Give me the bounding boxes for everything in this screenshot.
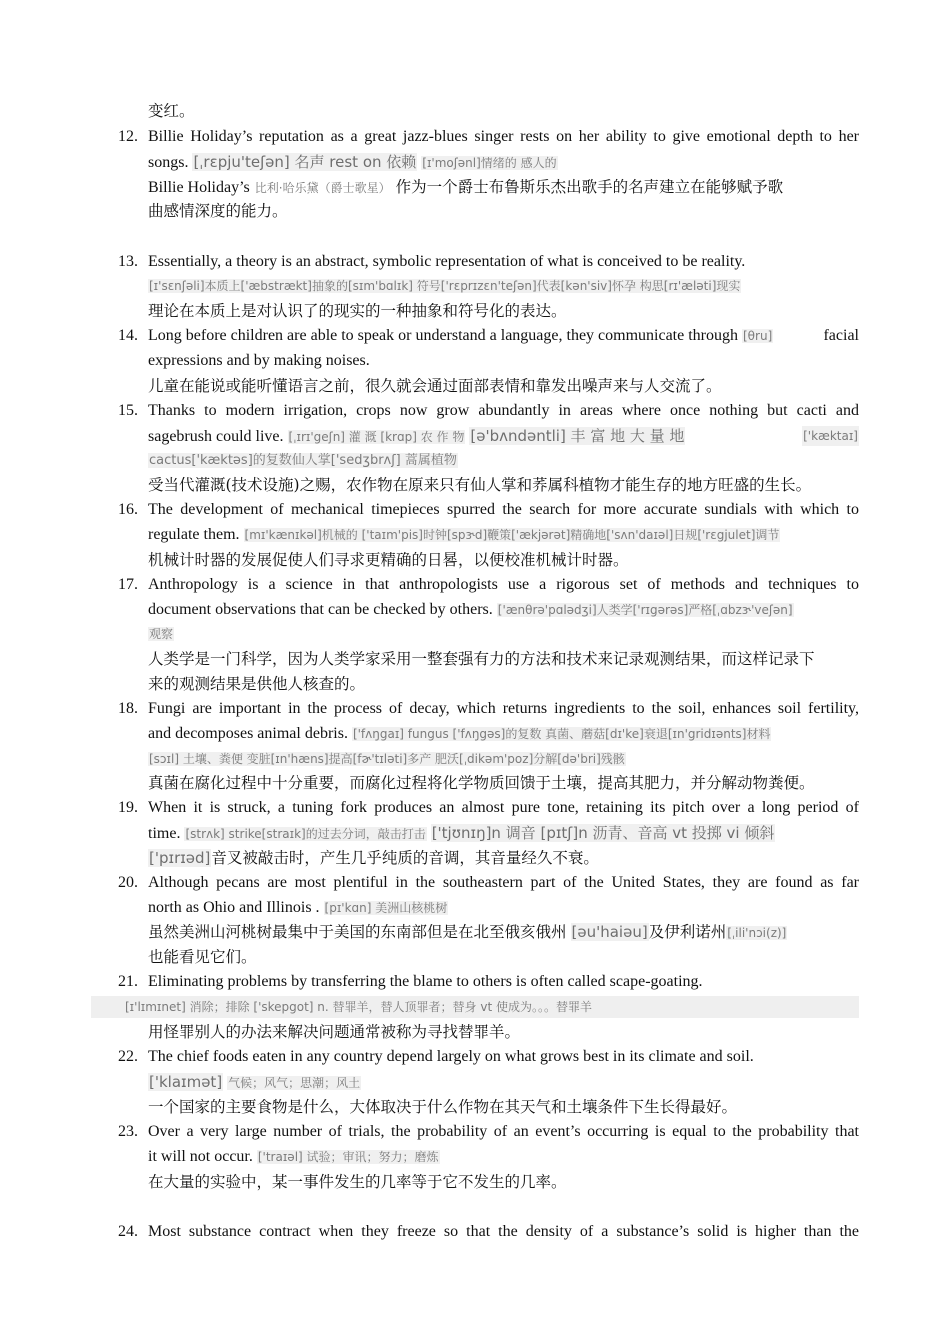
item-17-vocab-note-2: 观察: [149, 627, 174, 641]
item-15-en-line2: [148, 426, 859, 447]
item-number-20: 20.: [118, 874, 138, 891]
item-20-vocab-note: [pɪ'kɑn] 美洲山核桃树: [324, 901, 448, 915]
item-19-vocab-note-b: ['tjʊnɪŋ]n 调音 [pɪtʃ]n 沥青、音高 vt 投掷 vi 倾斜: [431, 824, 775, 842]
item-15-translation: 受当代灌溉(技术设施)之赐，农作物在原来只有仙人掌和荞属科植物才能生存的地方旺盛的生长。: [148, 476, 812, 494]
item-number-19: 19.: [118, 799, 138, 816]
item-23-en-line1: Over a very large number of trials, the probability of an event’s occurring is equal to the probability that: [148, 1123, 859, 1140]
item-16-en-text: regulate them.: [148, 526, 240, 543]
item-16-en-line2: [148, 525, 780, 545]
item-19-translation: 音叉被敲击时，产生几乎纯质的音调，其音量经久不衰。: [211, 849, 599, 867]
item-number-21: 21.: [118, 973, 138, 990]
item-20-en-text: north as Ohio and Illinois .: [148, 899, 320, 916]
item-15-en-line1: Thanks to modern irrigation, crops now grow abundantly in areas where once nothing but cacti and: [148, 402, 859, 419]
item-number-17: 17.: [118, 576, 138, 593]
item-12-zh-text: 作为一个爵士布鲁斯乐杰出歌手的名声建立在能够赋予歌: [395, 178, 784, 196]
carryover-line: 变红。: [148, 102, 195, 120]
item-13-translation: 理论在本质上是对认识了的现实的一种抽象和符号化的表达。: [148, 302, 567, 320]
item-19-en-text: time.: [148, 825, 181, 842]
item-14-en-text: Long before children are able to speak or understand a language, they communicate through: [148, 327, 738, 344]
item-16-translation: 机械计时器的发展促使人们寻求更精确的日晷，以便校准机械计时器。: [148, 551, 629, 569]
item-15-vocab-note-a: [ˌɪrɪ'geʃn] 灌 溉 [krɑp] 农 作 物: [288, 430, 465, 444]
item-18-en-line1: Fungi are important in the process of decay, which returns ingredients to the soil, enhances soil fertility,: [148, 700, 859, 717]
item-17-vocab-line: [148, 624, 174, 644]
item-18-en-line2: [148, 724, 771, 744]
item-number-16: 16.: [118, 501, 138, 518]
item-23-en-line2: [148, 1147, 440, 1167]
item-18-vocab-note-2: [sɔɪl] 土壤、粪便 变脏[ɪn'hæns]提高[fɚ'tɪləti]多产 肥沃[ˌdikəm'poz]分解[də'bri]残骸: [149, 752, 625, 766]
item-14-vocab-note: [θru]: [743, 329, 773, 343]
item-21-vocab-line: [124, 997, 593, 1017]
item-22-en-line1: The chief foods eaten in any country depend largely on what grows best in its climate and soil.: [148, 1048, 754, 1065]
item-12-en-text: songs.: [148, 154, 189, 171]
item-17-vocab-note: ['ænθrə'pɑlədʒi]人类学['rɪgərəs]严格[ˌɑbzɝ'veʃən]: [497, 603, 793, 617]
item-number-22: 22.: [118, 1048, 138, 1065]
item-number-13: 13.: [118, 253, 138, 270]
item-13-en-line1: Essentially, a theory is an abstract, symbolic representation of what is conceived to be reality.: [148, 253, 746, 270]
item-23-translation: 在大量的实验中，某一事件发生的几率等于它不发生的几率。: [148, 1173, 567, 1191]
item-14-en-line2: expressions and by making noises.: [148, 352, 370, 369]
item-22-translation: 一个国家的主要食物是什么，大体取决于什么作物在其天气和土壤条件下生长得最好。: [148, 1098, 738, 1116]
item-23-en-text: it will not occur.: [148, 1148, 253, 1165]
item-22-vocab-note: ['klaɪmət]: [149, 1073, 223, 1091]
item-24-en-line1: Most substance contract when they freeze so that the density of a substance’s solid is higher than the: [148, 1223, 859, 1240]
item-12-zh-name-note: 比利·哈乐黛（爵士歌星）: [254, 181, 391, 195]
item-12-vocab-note-2: [ɪ'moʃənl]情绪的 感人的: [422, 156, 557, 170]
item-20-en-line2: [148, 898, 448, 918]
item-14-en-tail: facial: [823, 327, 859, 344]
item-number-18: 18.: [118, 700, 138, 717]
item-21-vocab-note: [ɪ'lɪmɪnet] 消除；排除 ['skepgot] n. 替罪羊，替人顶罪者；替身 vt 使成为。。。替罪羊: [125, 1000, 592, 1014]
item-13-vocab-note: [ɪ'sɛnʃəli]本质上['æbstrækt]抽象的[sɪm'bɑlɪk] 符号['rɛprɪzɛn'teʃən]代表[kən'siv]怀孕 构思[rɪ'æləti]现实: [149, 279, 741, 293]
item-17-en-text: document observations that can be checked by others.: [148, 601, 493, 618]
item-number-24: 24.: [118, 1223, 138, 1240]
item-15-en-text: sagebrush could live.: [148, 428, 284, 445]
item-20-vocab-note-illinois: [ˌili'nɔi(z)]: [727, 926, 787, 940]
item-12-zh-name: Billie Holiday’s: [148, 179, 250, 196]
item-17-en-line2: [148, 600, 794, 620]
item-20-translation-line2: 也能看见它们。: [148, 948, 257, 966]
item-18-vocab-line: [148, 749, 626, 769]
item-22-vocab-note-2: 气候；风气；思潮；风土: [228, 1076, 361, 1090]
item-15-vocab-note-d: cactus['kæktəs]的复数仙人掌['sedʒbrʌʃ] 蒿属植物: [149, 453, 457, 468]
item-20-en-line1: Although pecans are most plentiful in the southeastern part of the United States, they are found as far: [148, 874, 859, 891]
item-22-vocab-line: [148, 1072, 361, 1093]
item-16-vocab-note: [mɪ'kænɪkəl]机械的 ['taɪm'pis]时钟[spɝd]鞭策['ækjərət]精确地['sʌn'daɪəl]日规['rɛgjulet]调节: [244, 528, 780, 542]
item-14-translation: 儿童在能说或能听懂语言之前，很久就会通过面部表情和靠发出噪声来与人交流了。: [148, 377, 722, 395]
item-19-translation-line: [148, 848, 599, 869]
item-15-vocab-note-c: ['kæktaɪ]: [802, 426, 859, 446]
item-12-vocab-note: [ˌrɛpju'teʃən] 名声 rest on 依赖: [193, 153, 417, 171]
item-20-translation-b: 及伊利诺州: [648, 923, 727, 941]
item-17-translation-line1: 人类学是一门科学，因为人类学家采用一整套强有力的方法和技术来记录观测结果，而这样记录下: [148, 650, 815, 668]
item-12-en-line2: [148, 152, 558, 173]
item-20-vocab-note-ohio: [əu'haiəu]: [571, 923, 648, 941]
item-19-en-line2: [148, 823, 775, 844]
item-21-en-line1: Eliminating problems by transferring the blame to others is often called scape-goating.: [148, 973, 703, 990]
item-19-vocab-note-a: [strʌk] strike[straɪk]的过去分词，敲击打击: [185, 827, 426, 841]
item-number-23: 23.: [118, 1123, 138, 1140]
item-18-en-text: and decomposes animal debris.: [148, 725, 348, 742]
item-19-en-line1: When it is struck, a tuning fork produces an almost pure tone, retaining its pitch over a long period of: [148, 799, 859, 816]
item-20-translation-a: 虽然美洲山河桃树最集中于美国的东南部但是在北至俄亥俄州: [148, 923, 567, 941]
item-12-translation-line1: [148, 177, 783, 198]
item-number-14: 14.: [118, 327, 138, 344]
item-21-translation: 用怪罪别人的办法来解决问题通常被称为寻找替罪羊。: [148, 1023, 521, 1041]
item-18-vocab-note: ['fʌŋgaɪ] fungus ['fʌŋgəs]的复数 真菌、蘑菇[dɪ'ke]衰退[ɪn'gridɪənts]材料: [352, 727, 771, 741]
item-14-en-line1: [148, 326, 859, 346]
item-12-translation-line2: 曲感情深度的能力。: [148, 202, 288, 220]
item-13-vocab-line: [148, 276, 741, 296]
item-15-vocab-note-b: [ə'bʌndəntli] 丰 富 地 大 量 地: [470, 427, 685, 445]
item-17-translation-line2: 来的观测结果是供他人核查的。: [148, 675, 366, 693]
item-19-vocab-note-c: ['pɪrɪəd]: [149, 849, 211, 867]
item-number-15: 15.: [118, 402, 138, 419]
item-12-en-line1: Billie Holiday’s reputation as a great jazz-blues singer rests on her ability to give emotional depth to her: [148, 128, 859, 145]
item-16-en-line1: The development of mechanical timepieces spurred the search for more accurate sundials with which to: [148, 501, 859, 518]
item-15-vocab-line: [148, 450, 458, 471]
item-20-translation-line1: [148, 922, 787, 943]
item-18-translation: 真菌在腐化过程中十分重要，而腐化过程将化学物质回馈于土壤，提高其肥力，并分解动物粪便。: [148, 774, 815, 792]
item-number-12: 12.: [118, 128, 138, 145]
item-23-vocab-note: ['traɪəl] 试验；审讯；努力；磨炼: [257, 1150, 439, 1164]
item-17-en-line1: Anthropology is a science in that anthropologists use a rigorous set of methods and techniques to: [148, 576, 859, 593]
